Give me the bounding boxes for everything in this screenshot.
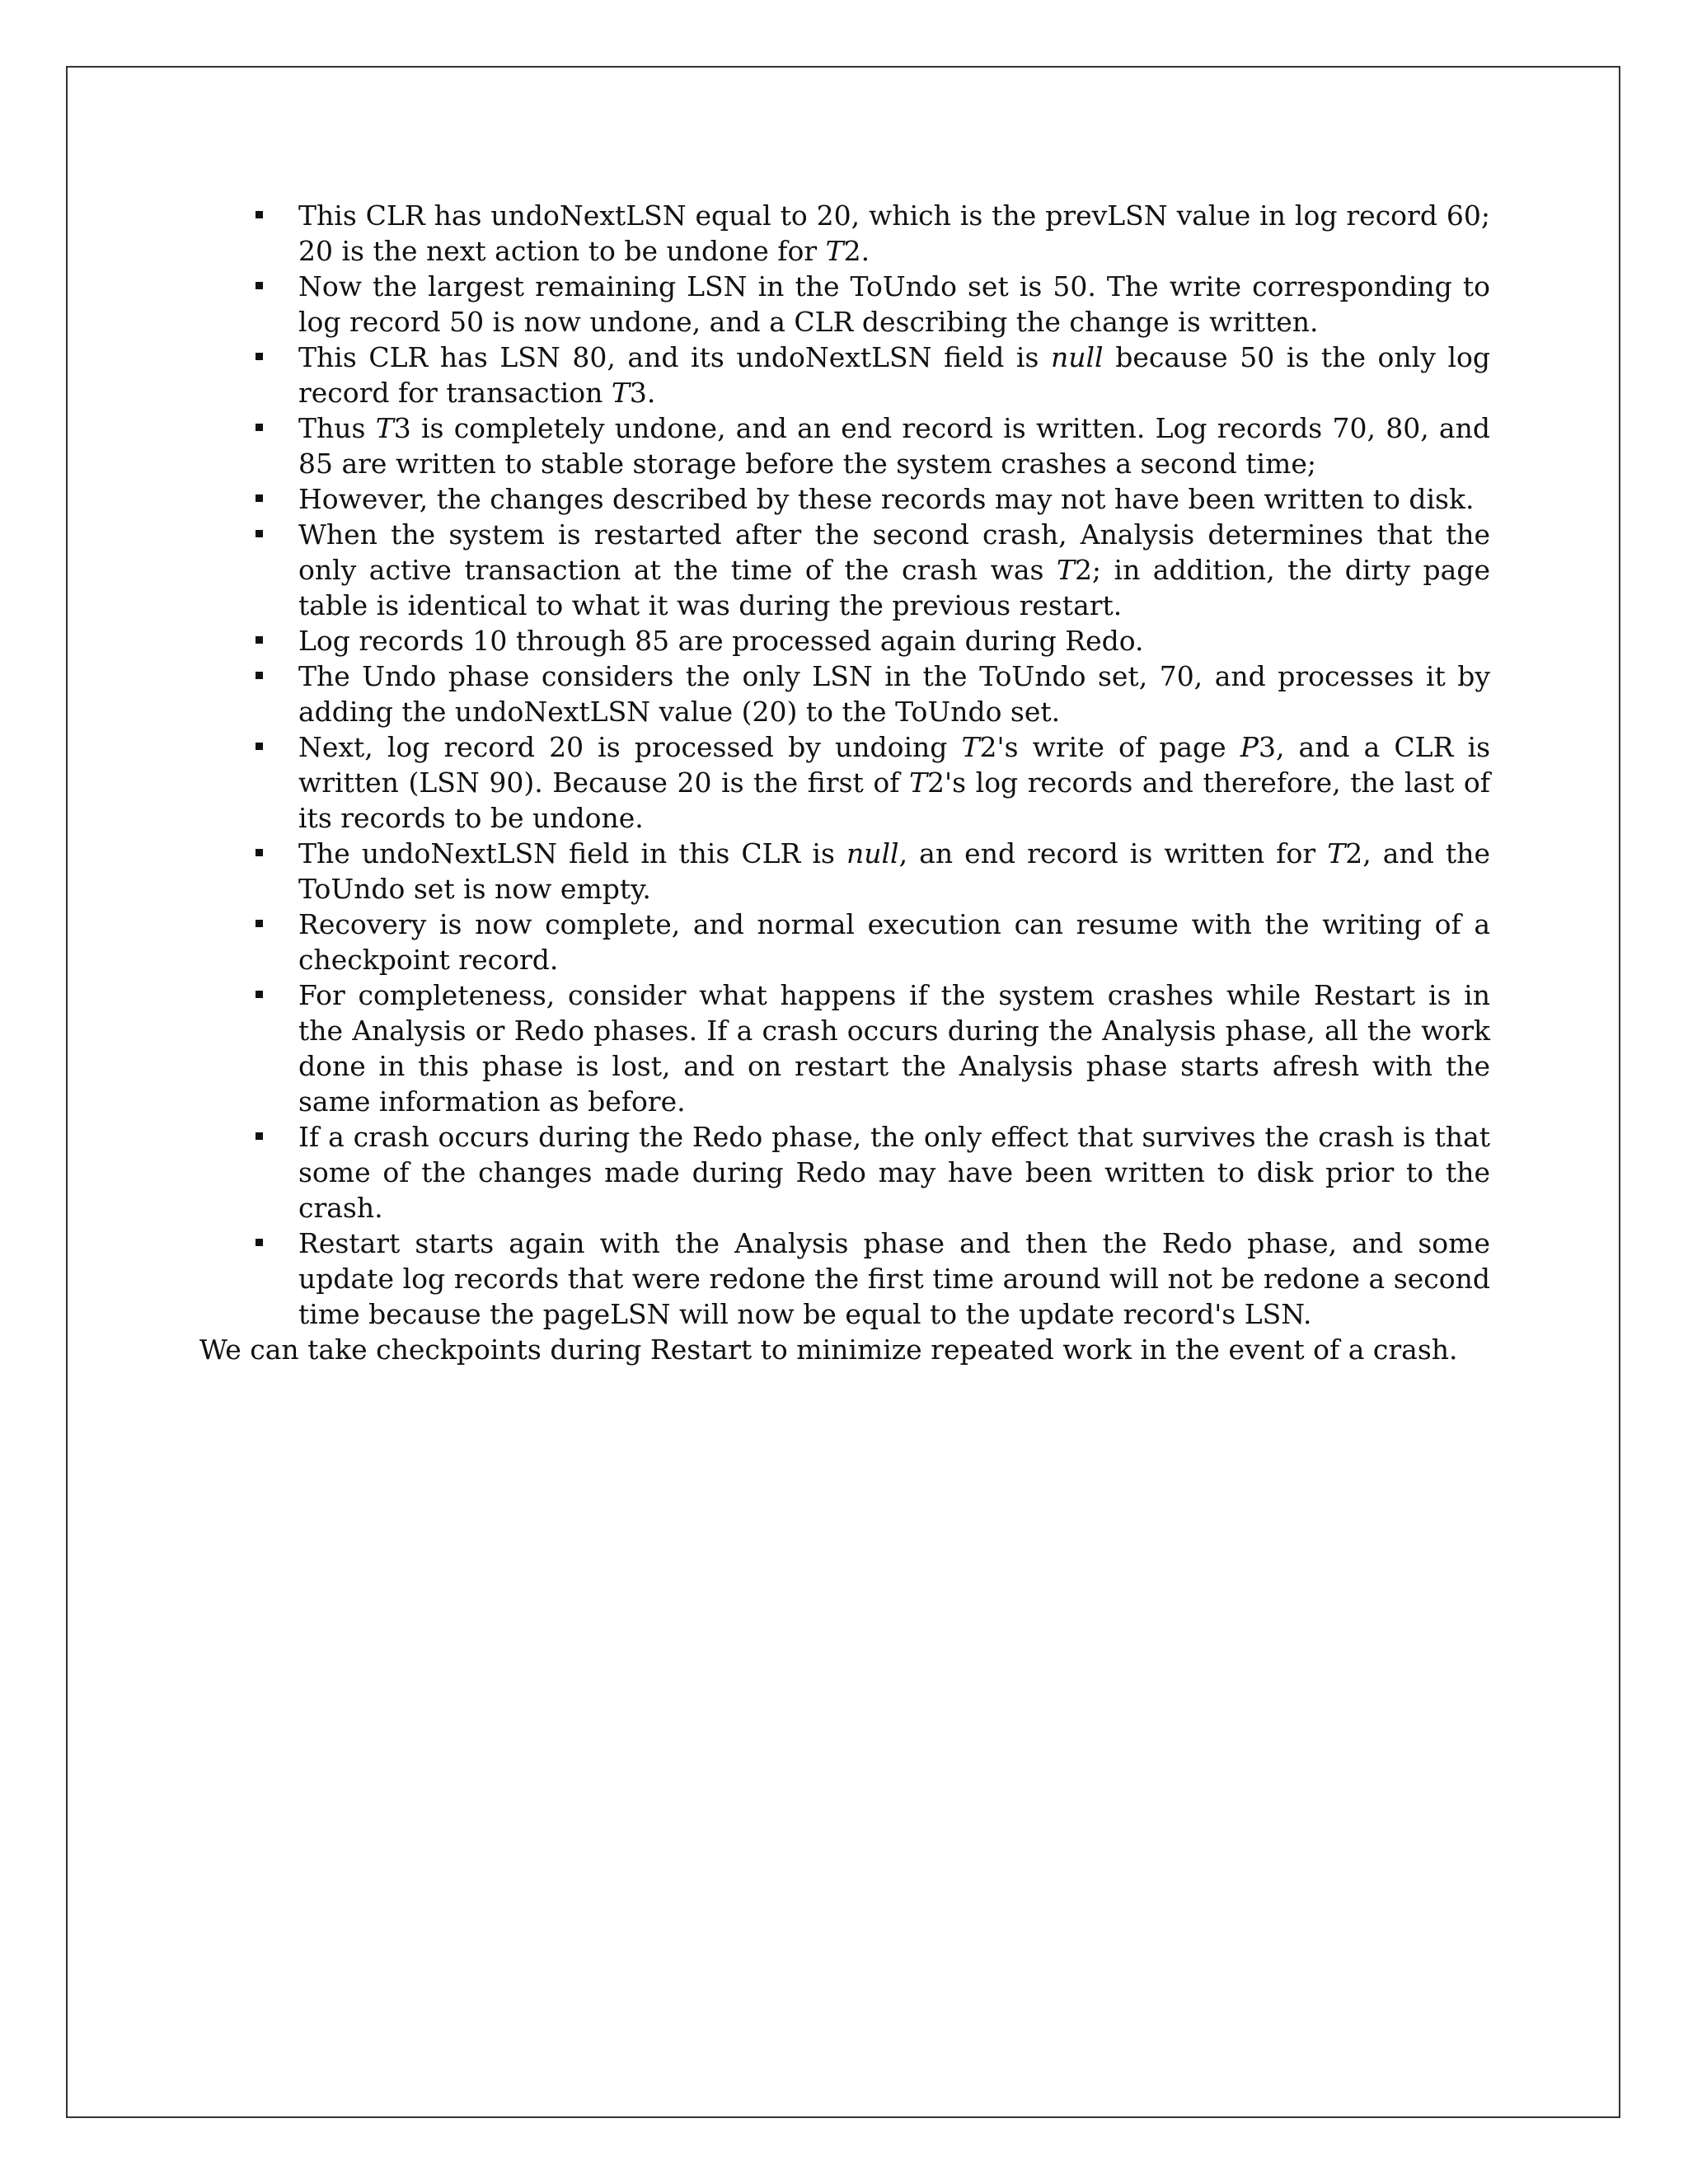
document-body bbox=[199, 198, 1490, 1367]
text-segment: 3 is completely undone, and an end record is written. Log records 70, 80, and 85 are written to stable storage before the system crashes a second time; bbox=[298, 412, 1490, 480]
italic-text: null bbox=[846, 837, 899, 869]
list-item bbox=[298, 1226, 1490, 1332]
italic-text: T bbox=[611, 377, 630, 409]
bullet-list bbox=[298, 198, 1490, 1332]
list-item bbox=[298, 481, 1490, 517]
text-segment: 3, and a CLR is written (LSN 90). Because 20 is the first of bbox=[298, 731, 1491, 799]
text-segment: 3. bbox=[629, 377, 656, 409]
italic-text: T bbox=[909, 766, 928, 799]
italic-text: T bbox=[375, 412, 394, 444]
closing-paragraph: We can take checkpoints during Restart to minimize repeated work in the event of a crash. bbox=[199, 1333, 1458, 1366]
list-item bbox=[298, 836, 1490, 907]
square-bullet-icon bbox=[256, 849, 263, 856]
text-segment: because 50 is the only log record for transaction bbox=[298, 341, 1490, 409]
square-bullet-icon bbox=[256, 424, 263, 431]
text-segment: The Undo phase considers the only LSN in the ToUndo set, 70, and processes it by adding the undoNextLSN value (20) to the ToUndo set. bbox=[298, 660, 1490, 728]
text-segment: 2; in addition, the dirty page table is identical to what it was during the previous restart. bbox=[298, 554, 1490, 621]
text-segment: 2's log records and therefore, the last of its records to be undone. bbox=[298, 766, 1491, 834]
list-item bbox=[298, 977, 1490, 1119]
italic-text: null bbox=[1050, 341, 1104, 373]
text-segment: , an end record is written for bbox=[898, 837, 1328, 869]
list-item bbox=[298, 658, 1490, 729]
square-bullet-icon bbox=[256, 991, 263, 998]
square-bullet-icon bbox=[256, 920, 263, 927]
text-segment: For completeness, consider what happens if the system crashes while Restart is in the Analysis or Redo phases. If a crash occurs during the Analysis phase, all the work done in this phase is lost, and on restart the Analysis phase starts afresh with the same information as before. bbox=[298, 979, 1490, 1118]
square-bullet-icon bbox=[256, 1239, 263, 1246]
italic-text: T bbox=[1056, 554, 1075, 586]
list-item bbox=[298, 269, 1490, 340]
list-item bbox=[298, 623, 1490, 658]
square-bullet-icon bbox=[256, 530, 263, 537]
list-item bbox=[298, 907, 1490, 977]
square-bullet-icon bbox=[256, 743, 263, 750]
square-bullet-icon bbox=[256, 672, 263, 679]
list-item bbox=[298, 340, 1490, 410]
square-bullet-icon bbox=[256, 282, 263, 289]
list-item bbox=[298, 198, 1490, 269]
text-segment: Now the largest remaining LSN in the ToUndo set is 50. The write corresponding to log record 50 is now undone, and a CLR describing the change is written. bbox=[298, 270, 1490, 338]
text-segment: The undoNextLSN field in this CLR is bbox=[298, 837, 846, 869]
square-bullet-icon bbox=[256, 636, 263, 644]
text-segment: However, the changes described by these records may not have been written to disk. bbox=[298, 483, 1475, 515]
text-segment: Log records 10 through 85 are processed again during Redo. bbox=[298, 625, 1144, 657]
italic-text: T bbox=[825, 235, 844, 267]
square-bullet-icon bbox=[256, 494, 263, 502]
text-segment: 2's write of page bbox=[979, 731, 1240, 763]
text-segment: This CLR has undoNextLSN equal to 20, which is the prevLSN value in log record 60; 20 is the next action to be undone for bbox=[298, 199, 1490, 267]
text-segment: This CLR has LSN 80, and its undoNextLSN field is bbox=[298, 341, 1051, 373]
list-item bbox=[298, 410, 1490, 481]
italic-text: P bbox=[1240, 731, 1259, 763]
italic-text: T bbox=[1327, 837, 1346, 869]
text-segment: Thus bbox=[298, 412, 376, 444]
text-segment: If a crash occurs during the Redo phase, the only effect that survives the crash is that some of the changes made during Redo may have been written to disk prior to the crash. bbox=[298, 1121, 1490, 1224]
text-segment: Restart starts again with the Analysis phase and then the Redo phase, and some update log records that were redone the first time around will not be redone a second time because the pageLSN will now be equal to the update record's LSN. bbox=[298, 1227, 1490, 1330]
text-segment: When the system is restarted after the second crash, Analysis determines that the only active transaction at the time of the crash was bbox=[298, 518, 1490, 586]
list-item bbox=[298, 729, 1490, 836]
italic-text: T bbox=[961, 731, 980, 763]
text-segment: 2. bbox=[843, 235, 870, 267]
list-item bbox=[298, 1119, 1490, 1226]
text-segment: Next, log record 20 is processed by undoing bbox=[298, 731, 962, 763]
text-segment: 2, and the ToUndo set is now empty. bbox=[298, 837, 1490, 905]
list-item bbox=[298, 517, 1490, 623]
square-bullet-icon bbox=[256, 211, 263, 218]
square-bullet-icon bbox=[256, 353, 263, 360]
text-segment: Recovery is now complete, and normal execution can resume with the writing of a checkpoint record. bbox=[298, 908, 1490, 976]
square-bullet-icon bbox=[256, 1132, 263, 1140]
